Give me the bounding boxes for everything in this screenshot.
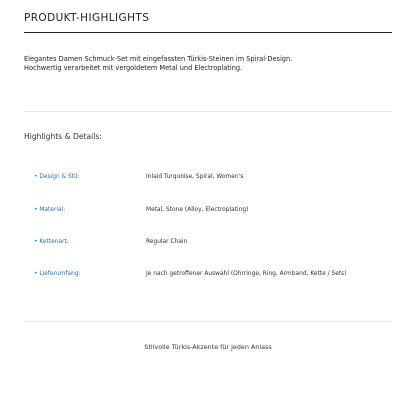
detail-label: • Lieferumfang: [34,271,81,277]
detail-row-design [34,174,394,186]
detail-label: • Material: [34,207,66,213]
description-line-2: Hochwertig verarbeitet mit vergoldetem Metal und Electroplating. [24,64,243,72]
divider [24,321,392,322]
detail-row-scope-of-delivery [34,271,394,283]
detail-value: Metal, Stone (Alloy, Electroplating) [146,207,249,213]
section-title: PRODUKT-HIGHLIGHTS [24,12,150,24]
detail-value: Inlaid Turquoise, Spiral, Women's [146,174,244,180]
title-underline [24,32,392,33]
product-description [24,55,394,73]
divider [24,111,392,112]
detail-label: • Kettenart: [34,239,69,245]
detail-row-material [34,207,394,219]
tagline: Stilvolle Türkis-Akzente für jeden Anlass [144,343,272,351]
detail-value: Je nach getroffener Auswahl (Ohrringe, Ring, Armband, Kette / Sets) [146,271,347,277]
details-heading: Highlights & Details: [24,132,102,141]
description-line-1: Elegantes Damen Schmuck-Set mit eingefassten Türkis-Steinen im Spiral-Design. [24,55,293,63]
detail-value: Regular Chain [146,239,188,245]
detail-row-chain-type [34,239,394,251]
detail-label: • Design & Stil: [34,174,80,180]
